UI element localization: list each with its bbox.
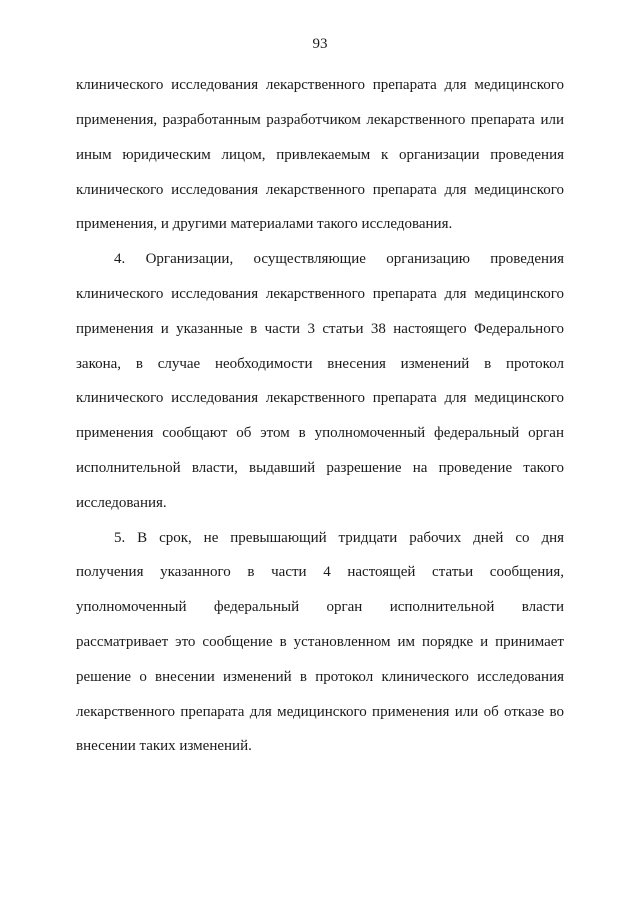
page-number: 93	[312, 36, 328, 52]
paragraph-line: клинического исследования лекарственного препарата для медицинского	[76, 182, 564, 198]
paragraph-line: клинического исследования лекарственного препарата для медицинского	[76, 390, 564, 406]
paragraph-line: получения указанного в части 4 настоящей статьи сообщения,	[76, 564, 564, 580]
paragraph-line: применения, разработанным разработчиком лекарственного препарата или	[76, 112, 564, 128]
paragraph-line: внесении таких изменений.	[76, 738, 252, 754]
paragraph-line: применения, и другими материалами такого исследования.	[76, 216, 453, 232]
paragraph-line: рассматривает это сообщение в установленном им порядке и принимает	[76, 634, 564, 650]
paragraph-line: применения и указанные в части 3 статьи 38 настоящего Федерального	[76, 321, 564, 337]
paragraph-line: исследования.	[76, 495, 167, 511]
paragraph-line: клинического исследования лекарственного препарата для медицинского	[76, 286, 564, 302]
paragraph-line: решение о внесении изменений в протокол клинического исследования	[76, 669, 564, 685]
paragraph-line: иным юридическим лицом, привлекаемым к организации проведения	[76, 147, 564, 163]
paragraph-line: лекарственного препарата для медицинского применения или об отказе во	[76, 704, 564, 720]
paragraph-line: уполномоченный федеральный орган исполнительной власти	[76, 599, 564, 615]
paragraph-line: 4. Организации, осуществляющие организацию проведения	[114, 251, 564, 267]
paragraph-line: 5. В срок, не превышающий тридцати рабочих дней со дня	[114, 530, 564, 546]
paragraph-line: закона, в случае необходимости внесения изменений в протокол	[76, 356, 564, 372]
paragraph-line: исполнительной власти, выдавший разрешение на проведение такого	[76, 460, 564, 476]
paragraph-line: применения сообщают об этом в уполномоченный федеральный орган	[76, 425, 564, 441]
paragraph-line: клинического исследования лекарственного препарата для медицинского	[76, 77, 564, 93]
